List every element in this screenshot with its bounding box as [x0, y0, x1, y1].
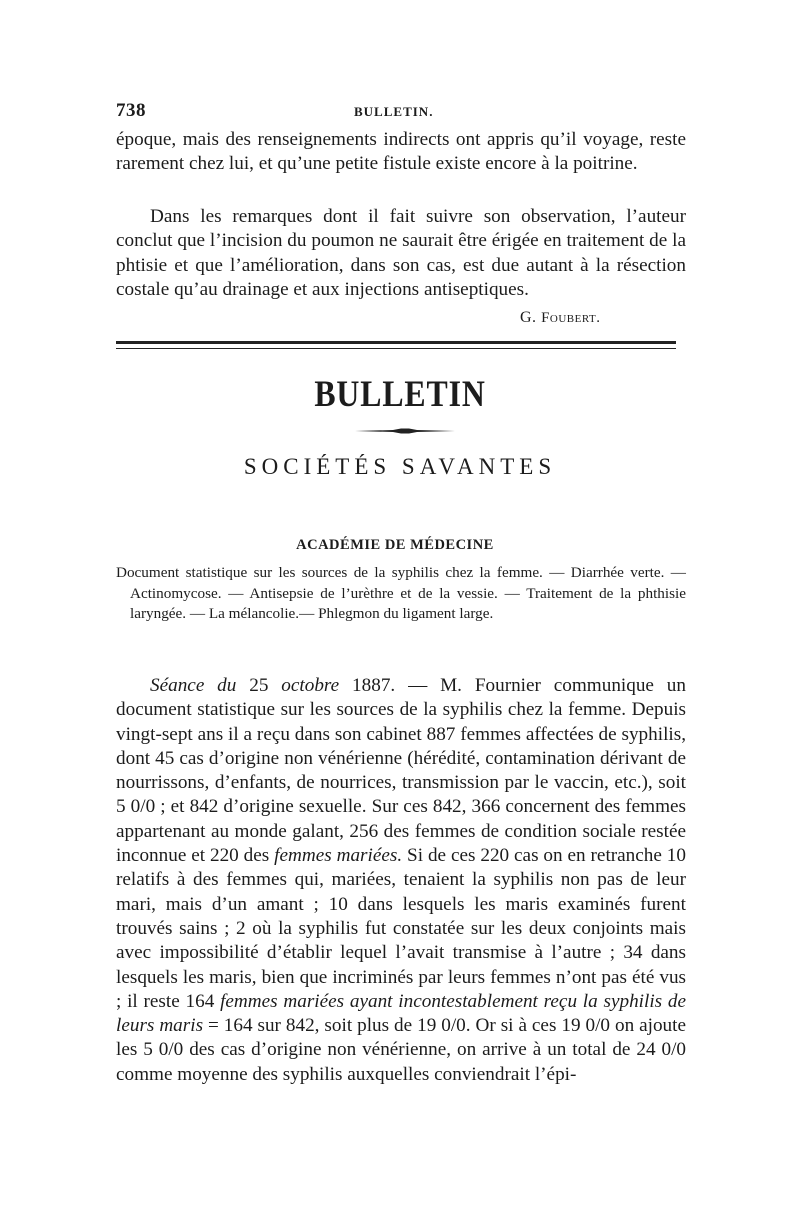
conclusion-paragraph-text: Dans les remarques dont il fait suivre son observation, l’auteur conclut que l’incision du poumon ne saurait être érigée en traitement de la phtisie et que l’amélioration, dans son cas, est due autant à la résection costale qu’au drainage et aux injections antiseptiques. — [116, 206, 686, 300]
seance-date-year: 1887. — [352, 675, 396, 696]
signature-initial: G. — [520, 309, 537, 326]
seance-italic-2: femmes mariées ayant incontestablement reçu la syphilis de leurs maris — [116, 990, 686, 1037]
section-divider-thick — [116, 341, 676, 344]
page-number: 738 — [116, 100, 146, 121]
signature-name: Foubert. — [541, 310, 601, 326]
session-summary — [116, 563, 686, 625]
section-subtitle: SOCIÉTÉS SAVANTES — [243, 454, 557, 479]
seance-italic-1: femmes mariées. — [274, 845, 403, 867]
continued-paragraph — [116, 128, 686, 177]
seance-date-day: 25 — [249, 675, 269, 696]
page-header — [116, 100, 686, 124]
academy-heading: ACADÉMIE DE MÉDECINE — [296, 537, 494, 553]
seance-paragraph — [116, 674, 686, 1087]
continued-paragraph-text: époque, mais des renseignements indirects ont appris qu’il voyage, reste rarement chez lui, et qu’une petite fistule existe encore à la poitrine. — [116, 129, 686, 175]
section-divider-thin — [116, 348, 676, 349]
running-head: BULLETIN. — [354, 104, 434, 119]
author-signature — [520, 309, 601, 327]
seance-paragraph-text — [116, 674, 686, 1087]
seance-date-prefix: Séance du — [150, 675, 237, 696]
seance-text-3: = 164 sur 842, soit plus de 19 0/0. Or si à ces 19 0/0 on ajoute les 5 0/0 des cas d’origine non vénérienne, on arrive à un total de 24 0/0 comme moyenne des syphilis auxquelles conviendrait l’épi- — [116, 1015, 686, 1085]
conclusion-paragraph — [116, 205, 686, 302]
seance-text-1: — M. Fournier communique un document statistique sur les sources de la syphilis chez la femme. Depuis vingt-sept ans il a reçu dans son cabinet 887 femmes affectées de syphilis, dont 45 cas d’origine non vénérienne (hérédité, contamination dérivant de nourrissons, d’enfants, de nourrices, transmission par le vaccin, etc.), soit 5 0/0 ; et 842 d’origine sexuelle. Sur ces 842, 366 concernent des femmes appartenant au monde galant, 256 des femmes de condition sociale restée inconnue et 220 des — [116, 675, 686, 867]
seance-date-month: octobre — [281, 675, 340, 696]
seance-text-2: Si de ces 220 cas on en retranche 10 relatifs à des femmes qui, mariées, tenaient la syphilis non pas de leur mari, mais d’un amant ; 10 dans lesquels les maris examinés furent trouvés sains ; 2 où la syphilis fut constatée sur les deux conjoints mais avec impossibilité d’établir lequel l’avait transmise à l’autre ; 34 dans lesquels les maris, bien que incriminés par leurs femmes n’ont pas été vus ; il reste 164 — [116, 845, 686, 1012]
session-summary-text: Document statistique sur les sources de la syphilis chez la femme. — Diarrhée verte. — Actinomycose. — Antisepsie de l’urèthre et de la vessie. — Traitement de la phthisie laryngée. — La mélancolie.— Phlegmon du ligament large. — [116, 564, 686, 622]
title-ornament — [355, 428, 455, 434]
section-title: BULLETIN — [314, 374, 486, 415]
